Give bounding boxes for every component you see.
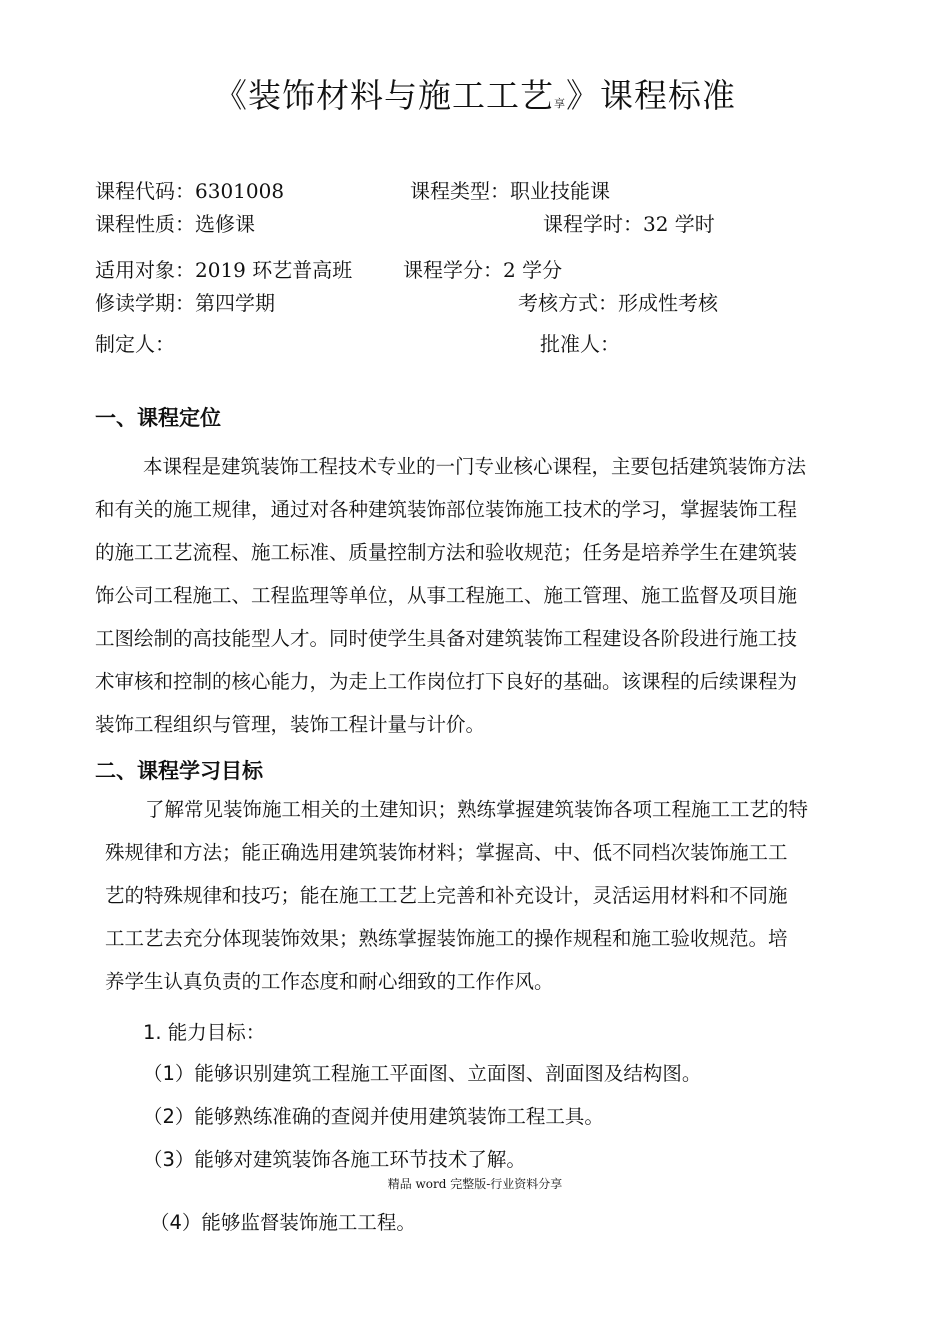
page-footer: 精品 word 完整版-行业资料分享 [387, 1177, 563, 1191]
meta-label: 课程学时： [543, 212, 643, 236]
meta-value: 2 学分 [503, 258, 563, 282]
meta-value: 第四学期 [195, 291, 275, 315]
paragraph-line: 本课程是建筑装饰工程技术专业的一门专业核心课程，主要包括建筑装饰方法 [143, 455, 807, 478]
paragraph-line: 的施工工艺流程、施工标准、质量控制方法和验收规范；任务是培养学生在建筑装 [95, 541, 798, 564]
meta-value: 选修课 [195, 212, 255, 236]
meta-course-hours [543, 208, 715, 237]
meta-value: 2019 环艺普高班 [195, 258, 353, 282]
section-heading: 二、课程学习目标 [95, 759, 263, 783]
meta-value: 32 学时 [643, 212, 715, 236]
paragraph-line: 术审核和控制的核心能力，为走上工作岗位打下良好的基础。该课程的后续课程为 [95, 670, 798, 693]
paragraph-line: 艺的特殊规律和技巧；能在施工工艺上完善和补充设计，灵活运用材料和不同施 [105, 884, 788, 907]
meta-credit [403, 254, 562, 283]
ability-item: （1）能够识别建筑工程施工平面图、立面图、剖面图及结构图。 [143, 1062, 702, 1085]
ability-item: （2）能够熟练准确的查阅并使用建筑装饰工程工具。 [143, 1105, 604, 1128]
meta-course-nature [95, 208, 255, 237]
paragraph-line: 饰公司工程施工、工程监理等单位，从事工程施工、施工管理、施工监督及项目施 [95, 584, 798, 607]
paragraph-line: 装饰工程组织与管理，装饰工程计量与计价。 [95, 713, 486, 736]
ability-item: （3）能够对建筑装饰各施工环节技术了解。 [143, 1148, 526, 1171]
document-title [0, 70, 950, 117]
ability-item: （4）能够监督装饰施工工程。 [150, 1211, 416, 1234]
meta-value: 职业技能课 [510, 179, 610, 203]
ability-goals-heading: 1. 能力目标： [143, 1021, 266, 1044]
paragraph-line: 工图绘制的高技能型人才。同时使学生具备对建筑装饰工程建设各阶段进行施工技 [95, 627, 798, 650]
paragraph-line: 和有关的施工规律，通过对各种建筑装饰部位装饰施工技术的学习，掌握装饰工程 [95, 498, 798, 521]
title-main: 《装饰材料与施工工艺 [214, 76, 554, 115]
title-small-mark: 享 [554, 97, 566, 110]
meta-exam [518, 287, 718, 316]
paragraph-line: 殊规律和方法；能正确选用建筑装饰材料；掌握高、中、低不同档次装饰施工工 [105, 841, 788, 864]
meta-target [95, 254, 352, 283]
meta-approver: 批准人： [540, 332, 620, 356]
meta-course-code [95, 175, 284, 204]
section2-paragraph [105, 788, 875, 1003]
meta-term [95, 287, 275, 316]
meta-value: 形成性考核 [618, 291, 718, 315]
meta-label: 考核方式： [518, 291, 618, 315]
meta-label: 修读学期： [95, 291, 195, 315]
meta-label: 课程类型： [410, 179, 510, 203]
meta-label: 课程性质： [95, 212, 195, 236]
meta-label: 适用对象： [95, 258, 195, 282]
section1-paragraph [95, 445, 875, 746]
meta-label: 课程代码： [95, 179, 195, 203]
meta-value: 6301008 [195, 179, 285, 203]
title-end: 》课程标准 [566, 76, 736, 115]
meta-author: 制定人： [95, 332, 175, 356]
paragraph-line: 养学生认真负责的工作态度和耐心细致的工作作风。 [105, 970, 554, 993]
section-heading: 一、课程定位 [95, 406, 221, 430]
meta-label: 课程学分： [403, 258, 503, 282]
meta-course-type [410, 175, 610, 204]
paragraph-line: 工工艺去充分体现装饰效果；熟练掌握装饰施工的操作规程和施工验收规范。培 [105, 927, 788, 950]
paragraph-line: 了解常见装饰施工相关的土建知识；熟练掌握建筑装饰各项工程施工工艺的特 [145, 798, 809, 821]
